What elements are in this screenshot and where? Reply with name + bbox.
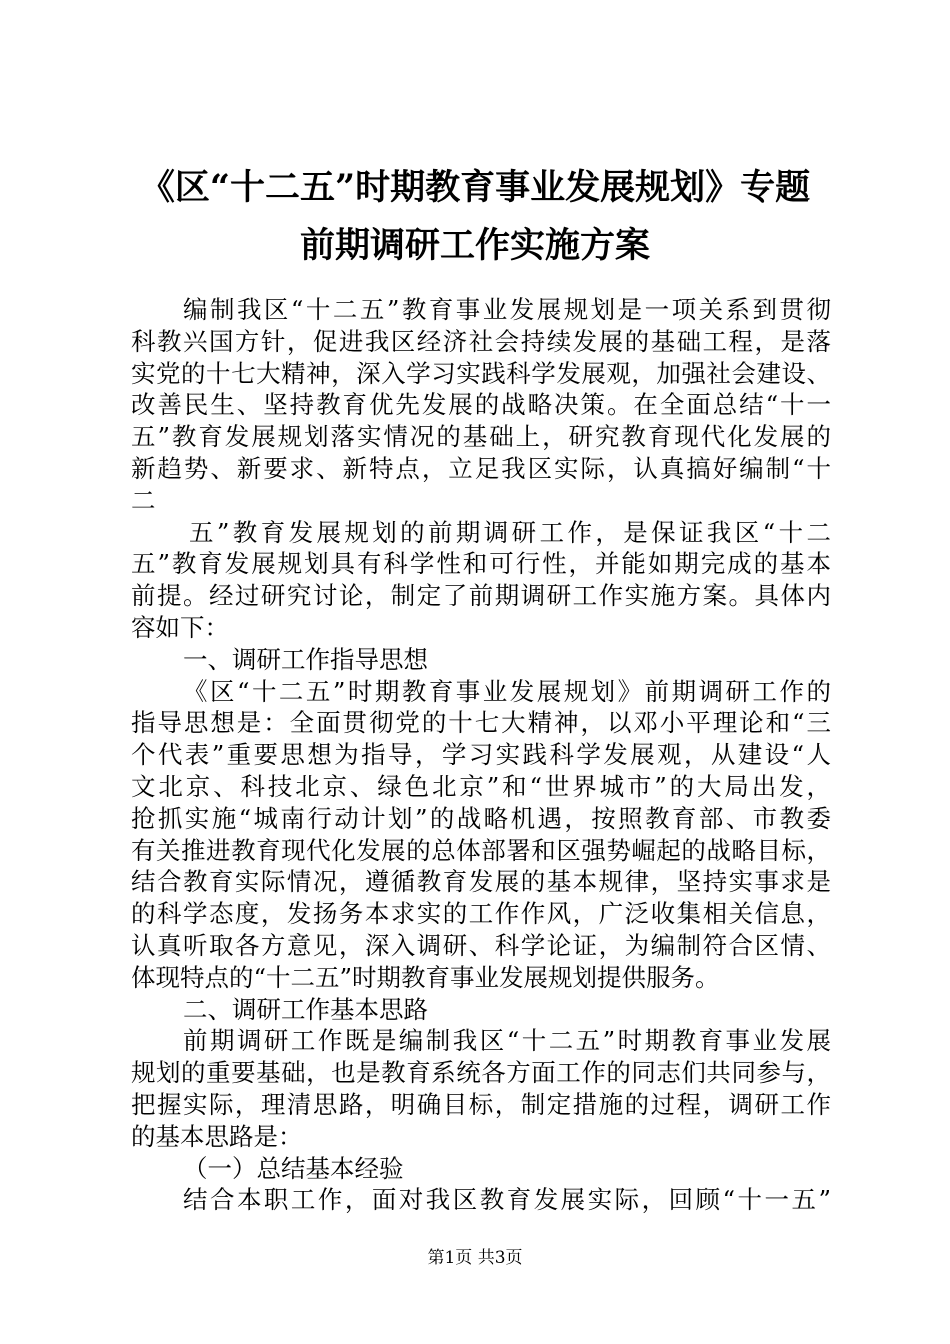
body-line: 指导思想是：全面贯彻党的十七大精神，以邓小平理论和“三 — [131, 708, 831, 738]
body-line: 科教兴国方针，促进我区经济社会持续发展的基础工程，是落 — [131, 326, 831, 356]
document-body — [131, 294, 831, 1216]
body-line: 的科学态度，发扬务本求实的工作作风，广泛收集相关信息， — [131, 899, 831, 929]
body-line: 五”教育发展规划具有科学性和可行性，并能如期完成的基本 — [131, 549, 831, 579]
body-line: 编制我区“十二五”教育事业发展规划是一项关系到贯彻 — [183, 295, 831, 324]
body-line: 五”教育发展规划的前期调研工作，是保证我区“十二 — [189, 517, 831, 547]
body-line: 体现特点的“十二五”时期教育事业发展规划提供服务。 — [131, 962, 720, 992]
body-line: 改善民生、坚持教育优先发展的战略决策。在全面总结“十一 — [131, 390, 831, 420]
body-line: 二 — [131, 485, 156, 515]
body-line: 把握实际，理清思路，明确目标，制定措施的过程，调研工作 — [131, 1089, 831, 1119]
body-line: 结合教育实际情况，遵循教育发展的基本规律，坚持实事求是 — [131, 867, 831, 897]
body-line: 个代表”重要思想为指导，学习实践科学发展观，从建设“人 — [131, 740, 831, 770]
body-line: 新趋势、新要求、新特点，立足我区实际，认真搞好编制“十 — [131, 453, 831, 483]
section-heading: 二、调研工作基本思路 — [183, 994, 428, 1024]
body-line: 认真听取各方意见，深入调研、科学论证，为编制符合区情、 — [131, 930, 831, 960]
body-line: 抢抓实施“城南行动计划”的战略机遇，按照教育部、市教委 — [131, 803, 831, 833]
page-footer: 第1页 共3页 — [427, 1248, 523, 1268]
body-line: 实党的十七大精神，深入学习实践科学发展观，加强社会建设、 — [131, 358, 831, 388]
body-line: 结合本职工作，面对我区教育发展实际，回顾“十一五” — [183, 1185, 831, 1215]
body-line: 规划的重要基础，也是教育系统各方面工作的同志们共同参与， — [131, 1058, 831, 1088]
body-line: 前期调研工作既是编制我区“十二五”时期教育事业发展 — [183, 1026, 831, 1056]
body-line: 有关推进教育现代化发展的总体部署和区强势崛起的战略目标， — [131, 835, 831, 865]
body-line: 容如下： — [131, 612, 229, 642]
subsection-heading: （一）总结基本经验 — [183, 1153, 404, 1183]
body-line: 文北京、科技北京、绿色北京”和“世界城市”的大局出发， — [131, 771, 831, 801]
document-title-line-1: 《区“十二五”时期教育事业发展规划》专题 — [139, 167, 811, 208]
document-title-line-2: 前期调研工作实施方案 — [299, 225, 650, 266]
section-heading: 一、调研工作指导思想 — [183, 644, 428, 674]
body-line: 的基本思路是： — [131, 1121, 303, 1151]
body-line: 五”教育发展规划落实情况的基础上，研究教育现代化发展的 — [131, 422, 831, 452]
body-line: 前提。经过研究讨论，制定了前期调研工作实施方案。具体内 — [131, 581, 831, 611]
body-line: 《区“十二五”时期教育事业发展规划》前期调研工作的 — [183, 676, 831, 706]
